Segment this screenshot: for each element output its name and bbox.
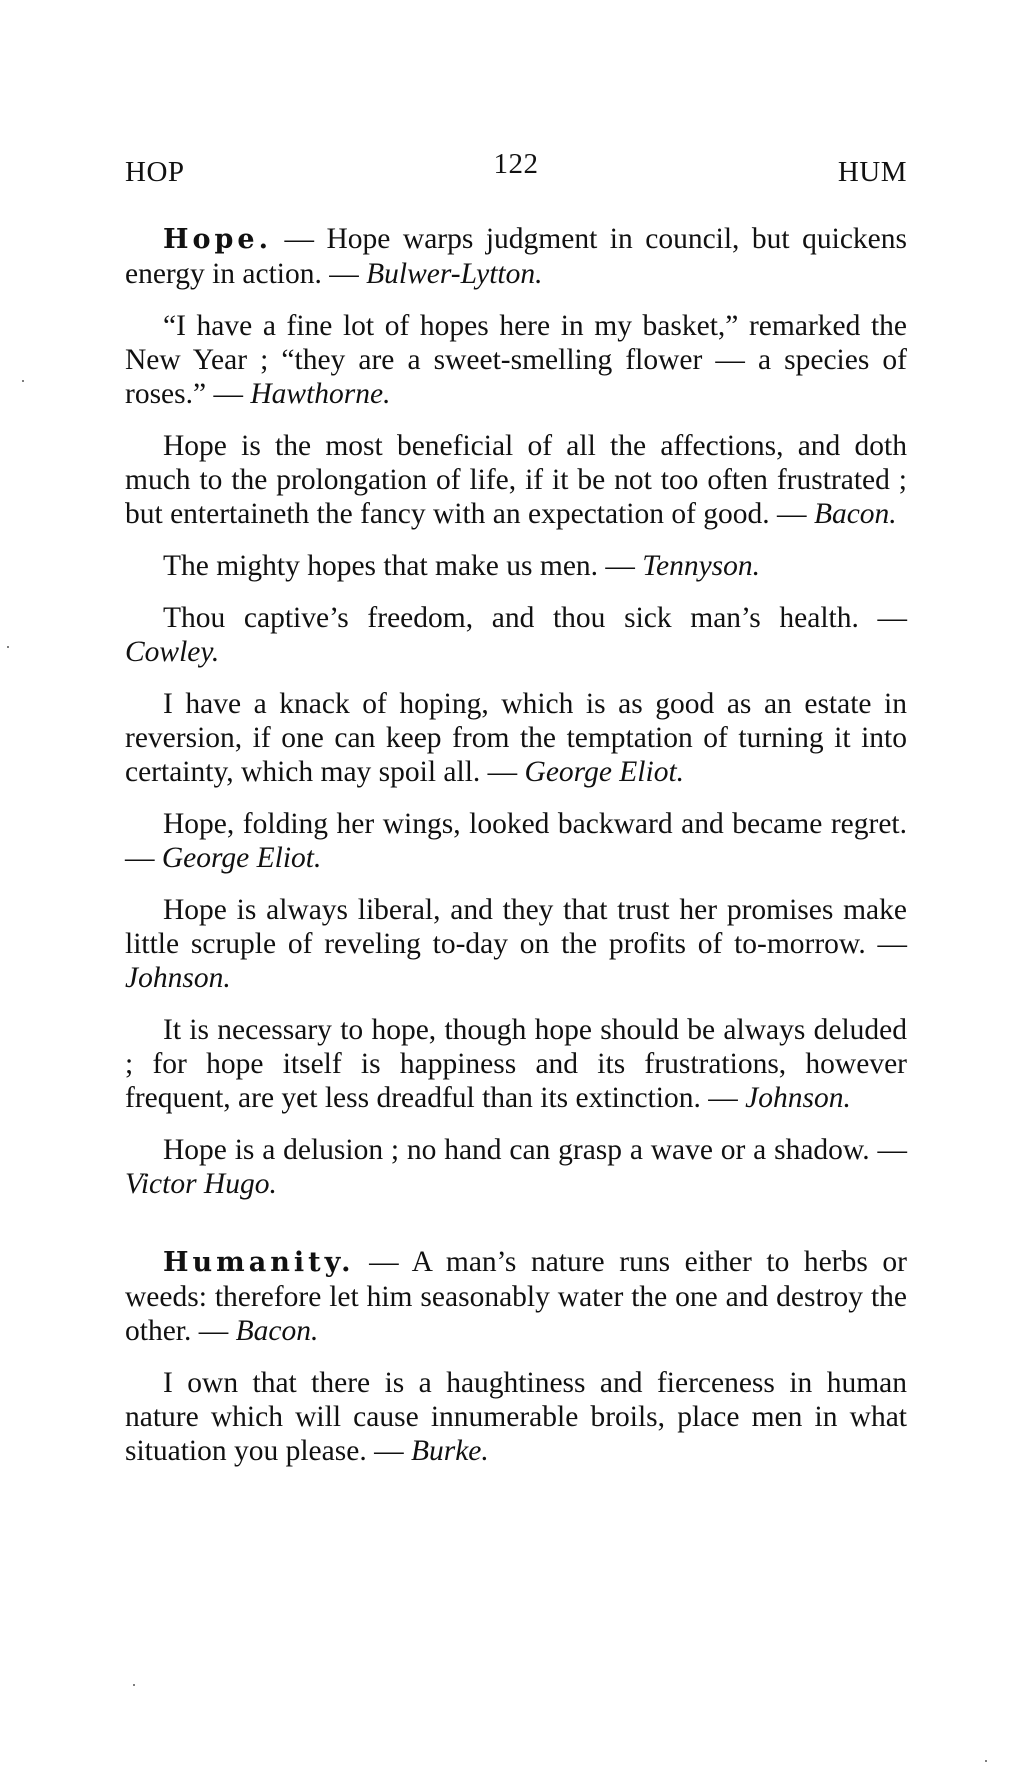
quotation-text: Thou captive’s freedom, and thou sick man’s health. — — [163, 602, 907, 634]
paper-speck — [7, 646, 9, 648]
quotation-author: Bacon. — [235, 1315, 319, 1347]
quotation-text: “I have a fine lot of hopes here in my basket,” remarked the New Year ; “they are a sweet-smelling flower — a species of roses.” — — [125, 310, 907, 410]
quotation-text: Hope, folding her wings, looked backward and became regret. — — [125, 808, 907, 874]
quotation-entry — [125, 601, 907, 669]
quotation-entry — [125, 893, 907, 995]
running-header — [125, 148, 907, 188]
quotation-author: Tennyson. — [642, 550, 761, 582]
page-number: 122 — [493, 148, 539, 180]
quotation-entry — [125, 1245, 907, 1348]
paper-speck — [22, 380, 24, 382]
quotation-text: I own that there is a haughtiness and fierceness in human nature which will cause innumerable broils, place men in what situation you please. — — [125, 1367, 907, 1467]
quotation-entry — [125, 687, 907, 789]
quotation-author: Bulwer-Lytton. — [366, 258, 543, 290]
quotation-entry — [125, 222, 907, 291]
quotation-author: Victor Hugo. — [125, 1168, 277, 1200]
quotation-author: George Eliot. — [161, 842, 322, 874]
quotation-text: — A man’s nature runs either to herbs or weeds: therefore let him seasonably water the one and destroy the other. — — [125, 1246, 907, 1347]
quotation-author: George Eliot. — [524, 756, 685, 788]
quotation-entry — [125, 429, 907, 531]
header-guide-word-right: HUM — [837, 156, 907, 188]
quotation-text: The mighty hopes that make us men. — — [163, 550, 643, 582]
entry-headword: Hope. — [163, 224, 272, 255]
quotation-author: Cowley. — [125, 636, 220, 668]
quotation-text: Hope is always liberal, and they that trust her promises make little scruple of reveling to-day on the profits of to-morrow. — — [125, 894, 907, 960]
quotation-entry — [125, 1013, 907, 1115]
quotation-author: Hawthorne. — [250, 378, 391, 410]
quotation-author: Johnson. — [125, 962, 231, 994]
quotation-author: Johnson. — [745, 1082, 851, 1114]
quotation-text: It is necessary to hope, though hope should be always deluded ; for hope itself is happiness and its frustrations, however frequent, are yet less dreadful than its extinction. — — [125, 1014, 907, 1114]
quotation-text: Hope is a delusion ; no hand can grasp a wave or a shadow. — — [163, 1134, 907, 1166]
quotation-author: Bacon. — [813, 498, 897, 530]
quotation-entry — [125, 807, 907, 875]
quotation-entry — [125, 309, 907, 411]
quotation-entry — [125, 1133, 907, 1201]
quotation-text: Hope is the most beneficial of all the affections, and doth much to the prolongation of life, if it be not too often frustrated ; but entertaineth the fancy with an expectation of good. — — [125, 430, 907, 530]
quotation-text: — Hope warps judgment in council, but quickens energy in action. — — [125, 223, 907, 290]
paper-speck — [133, 1684, 135, 1686]
header-guide-word-left: HOP — [125, 156, 185, 188]
quotation-entry — [125, 1366, 907, 1468]
quotations-body — [125, 222, 907, 1486]
quotation-author: Burke. — [410, 1435, 489, 1467]
quotation-text: I have a knack of hoping, which is as good as an estate in reversion, if one can keep from the temptation of turning it into certainty, which may spoil all. — — [125, 688, 907, 788]
entry-headword: Humanity. — [163, 1247, 355, 1278]
paper-speck — [985, 1760, 987, 1762]
quotation-entry — [125, 549, 907, 583]
